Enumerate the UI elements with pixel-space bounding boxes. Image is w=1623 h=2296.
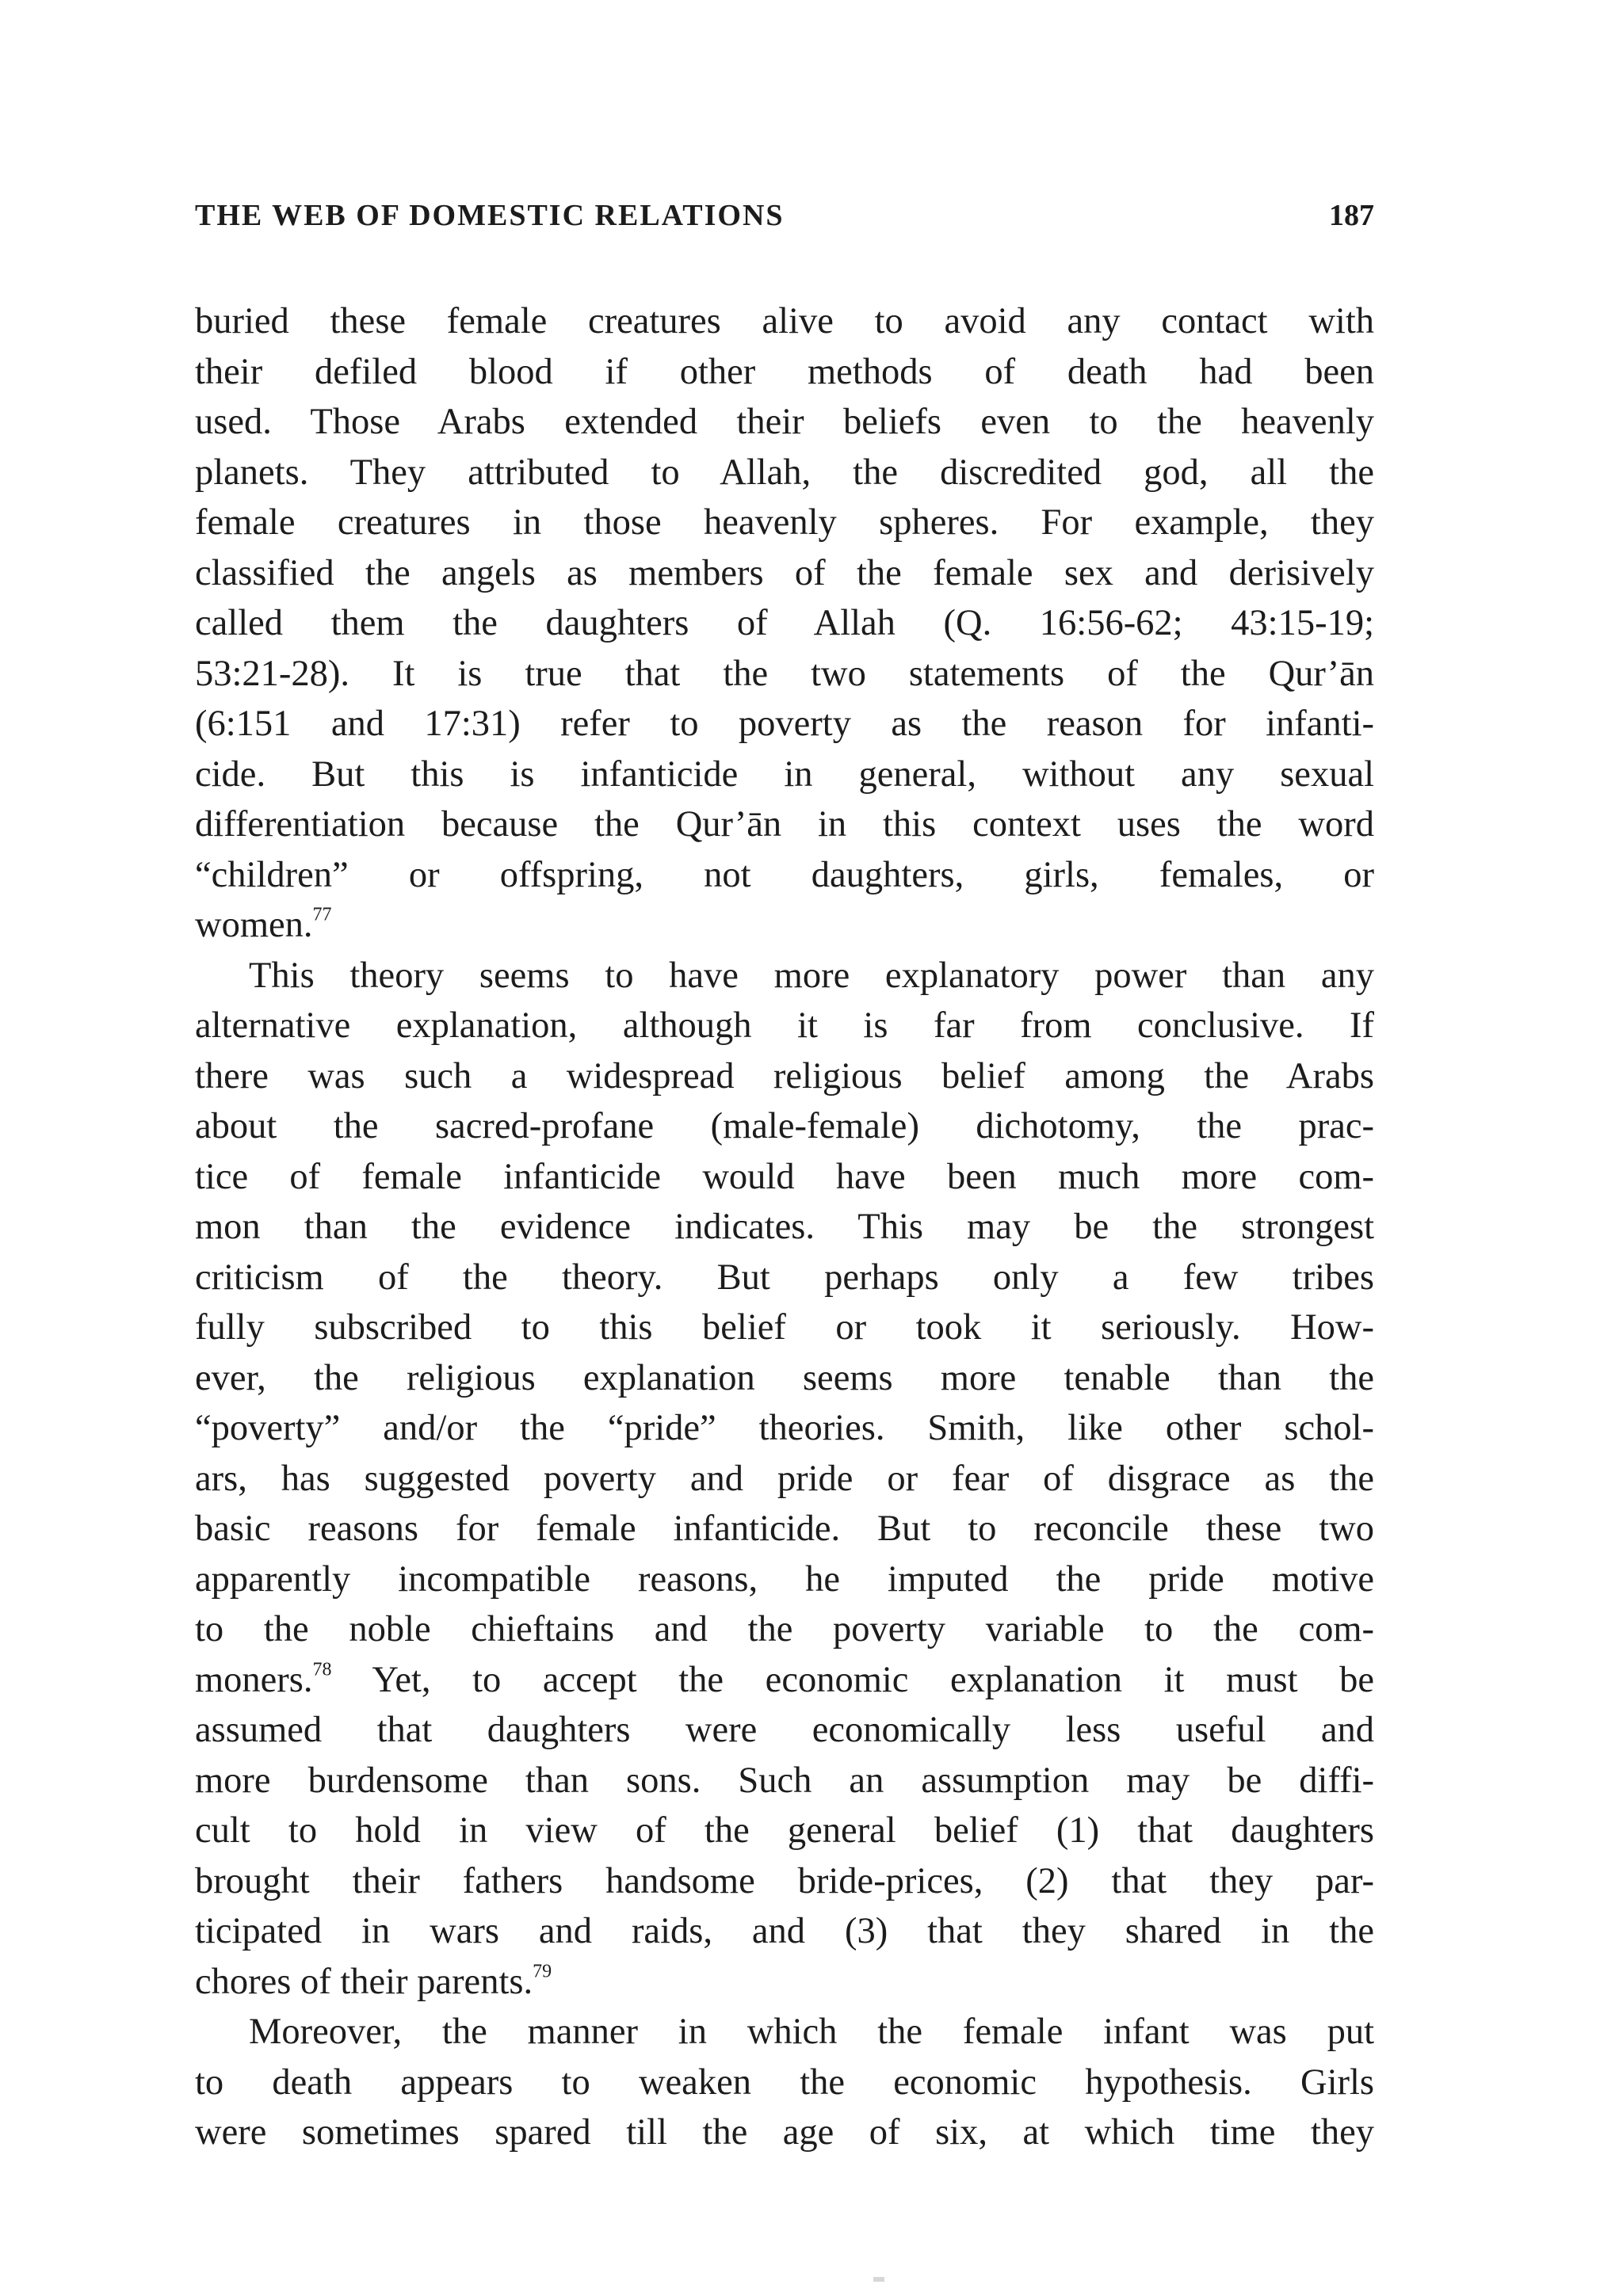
text-line: called them the daughters of Allah (Q. 16:56-62; 43:15-19;: [195, 603, 1374, 643]
text-fragment: Yet, to accept the economic explanation it must be: [331, 1659, 1374, 1700]
text-line: ars, has suggested poverty and pride or fear of disgrace as the: [195, 1458, 1374, 1499]
text-line: “poverty” and/or the “pride” theories. Smith, like other schol-: [195, 1408, 1374, 1448]
text-line: (6:151 and 17:31) refer to poverty as the reason for infanti-: [195, 704, 1374, 744]
text-line: about the sacred-profane (male-female) dichotomy, the prac-: [195, 1106, 1374, 1146]
footnote-ref: 78: [312, 1659, 332, 1680]
text-line: to the noble chieftains and the poverty variable to the com-: [195, 1609, 1374, 1650]
paragraph-2: [195, 951, 1374, 2008]
text-line: planets. They attributed to Allah, the discredited god, all the: [195, 452, 1374, 493]
text-line: cult to hold in view of the general belief (1) that daughters: [195, 1810, 1374, 1851]
text-line: “children” or offspring, not daughters, girls, females, or: [195, 854, 1374, 895]
text-line: to death appears to weaken the economic hypothesis. Girls: [195, 2061, 1374, 2103]
text-line: fully subscribed to this belief or took it seriously. How-: [195, 1307, 1374, 1348]
text-line: basic reasons for female infanticide. But to reconcile these two: [195, 1508, 1374, 1549]
text-line: criticism of the theory. But perhaps only a few tribes: [195, 1257, 1374, 1298]
text-line: ever, the religious explanation seems more tenable than the: [195, 1357, 1374, 1398]
running-title: THE WEB OF DOMESTIC RELATIONS: [195, 199, 785, 232]
text-line: more burdensome than sons. Such an assumption may be diffi-: [195, 1760, 1374, 1801]
paragraph-1: [195, 296, 1374, 951]
text-line: were sometimes spared till the age of six, at which time they: [195, 2112, 1374, 2153]
text-line: there was such a widespread religious belief among the Arabs: [195, 1055, 1374, 1097]
text-line: [195, 900, 1374, 951]
text-line: alternative explanation, although it is far from conclusive. If: [195, 1005, 1374, 1046]
text-line: used. Those Arabs extended their beliefs even to the heavenly: [195, 402, 1374, 442]
text-line: This theory seems to have more explanatory power than any: [249, 955, 1374, 996]
text-line: 53:21-28). It is true that the two statements of the Qur’ān: [195, 653, 1374, 694]
text-line: [195, 1957, 1374, 2008]
footnote-ref: 79: [533, 1961, 552, 1982]
paragraph-3: [195, 2007, 1374, 2158]
text-line: ticipated in wars and raids, and (3) that they shared in the: [195, 1911, 1374, 1951]
text-line: tice of female infanticide would have been much more com-: [195, 1156, 1374, 1197]
text-fragment: moners.: [195, 1659, 313, 1700]
text-line: their defiled blood if other methods of death had been: [195, 351, 1374, 392]
footnote-ref: 77: [312, 904, 332, 925]
text-line: buried these female creatures alive to avoid any contact with: [195, 301, 1374, 341]
text-line: differentiation because the Qur’ān in this context uses the word: [195, 804, 1374, 845]
text-line: brought their fathers handsome bride-prices, (2) that they par-: [195, 1860, 1374, 1901]
body-text: [195, 296, 1374, 2158]
text-fragment: chores of their parents.: [195, 1961, 533, 2002]
scan-smudge: [873, 2277, 884, 2282]
text-line: assumed that daughters were economically less useful and: [195, 1710, 1374, 1750]
text-line: mon than the evidence indicates. This may be the strongest: [195, 1207, 1374, 1247]
text-line: classified the angels as members of the female sex and derisively: [195, 552, 1374, 593]
text-line: cide. But this is infanticide in general, without any sexual: [195, 753, 1374, 795]
running-head: [195, 198, 1374, 246]
text-line: apparently incompatible reasons, he imputed the pride motive: [195, 1558, 1374, 1600]
page-number: 187: [1329, 199, 1374, 232]
text-line: [195, 1655, 1374, 1706]
text-line: Moreover, the manner in which the female infant was put: [249, 2012, 1374, 2052]
text-line: female creatures in those heavenly spheres. For example, they: [195, 502, 1374, 543]
text-fragment: women.: [195, 905, 313, 945]
